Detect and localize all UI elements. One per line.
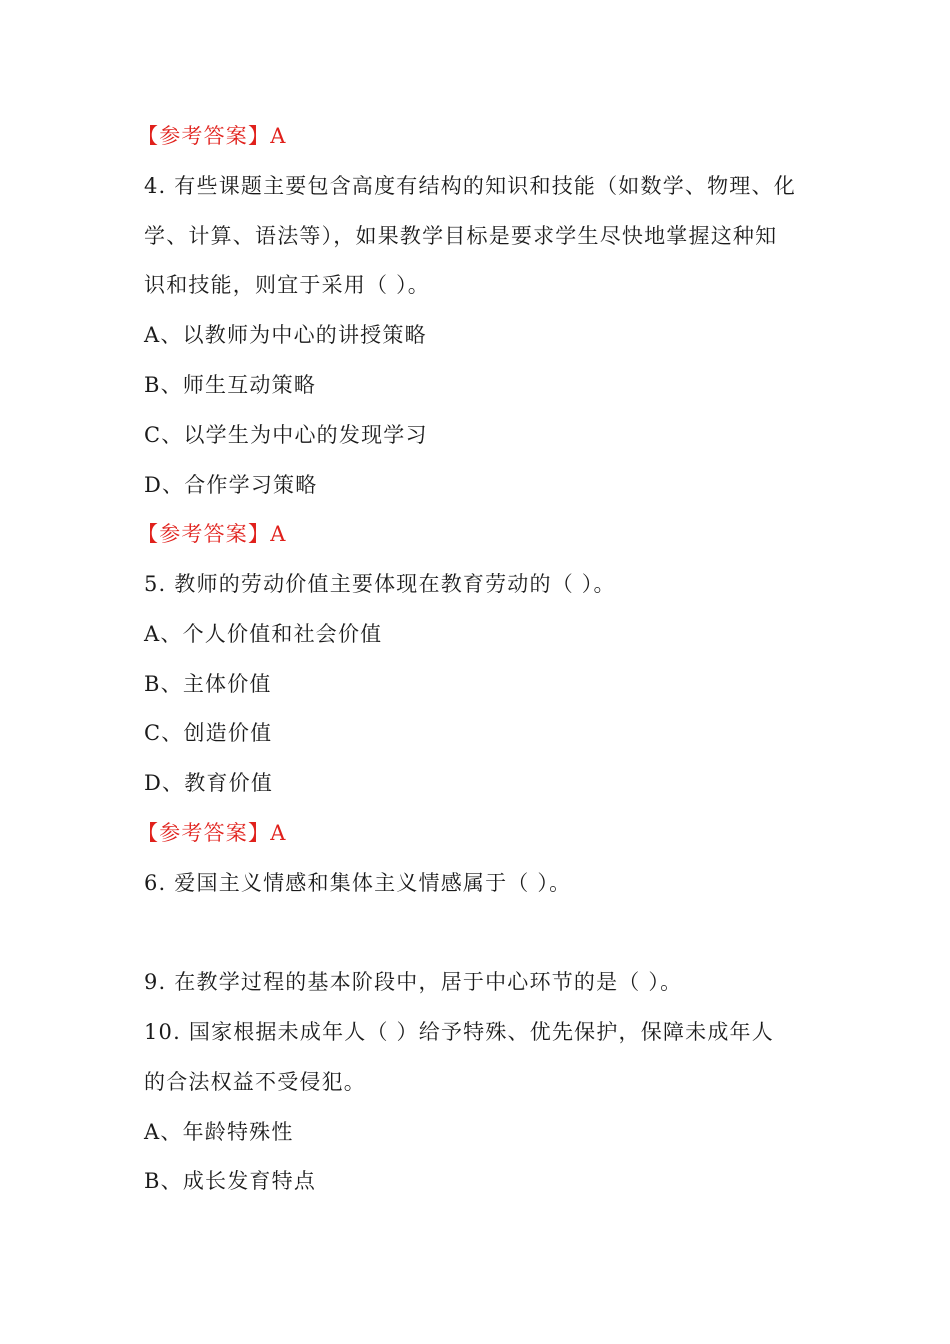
question-4-stem-line-1: 4. 有些课题主要包含高度有结构的知识和技能（如数学、物理、化 bbox=[144, 174, 796, 198]
question-10-stem-line-1: 10. 国家根据未成年人（ ）给予特殊、优先保护，保障未成年人 bbox=[144, 1020, 774, 1044]
answer-label-q5: 【参考答案】A bbox=[137, 821, 287, 845]
question-5-stem: 5. 教师的劳动价值主要体现在教育劳动的（ ）。 bbox=[144, 572, 616, 596]
question-5-option-b: B、主体价值 bbox=[144, 672, 272, 696]
question-4-option-d: D、合作学习策略 bbox=[144, 473, 318, 497]
answer-label-q4: 【参考答案】A bbox=[137, 522, 287, 546]
question-4-stem-line-3: 识和技能，则宜于采用（ ）。 bbox=[144, 273, 430, 297]
question-10-option-b: B、成长发育特点 bbox=[144, 1169, 317, 1193]
question-4-option-c: C、以学生为中心的发现学习 bbox=[144, 423, 428, 447]
question-9-stem: 9. 在教学过程的基本阶段中，居于中心环节的是（ ）。 bbox=[144, 970, 683, 994]
question-5-option-a: A、个人价值和社会价值 bbox=[144, 622, 383, 646]
answer-label-q3: 【参考答案】A bbox=[137, 124, 287, 148]
question-5-option-c: C、创造价值 bbox=[144, 721, 273, 745]
question-6-stem: 6. 爱国主义情感和集体主义情感属于（ ）。 bbox=[144, 871, 572, 895]
question-4-stem-line-2: 学、计算、语法等），如果教学目标是要求学生尽快地掌握这种知 bbox=[144, 224, 778, 248]
question-10-stem-line-2: 的合法权益不受侵犯。 bbox=[144, 1070, 366, 1094]
question-4-option-b: B、师生互动策略 bbox=[144, 373, 317, 397]
question-10-option-a: A、年龄特殊性 bbox=[144, 1120, 294, 1144]
question-5-option-d: D、教育价值 bbox=[144, 771, 274, 795]
question-4-option-a: A、以教师为中心的讲授策略 bbox=[144, 323, 427, 347]
